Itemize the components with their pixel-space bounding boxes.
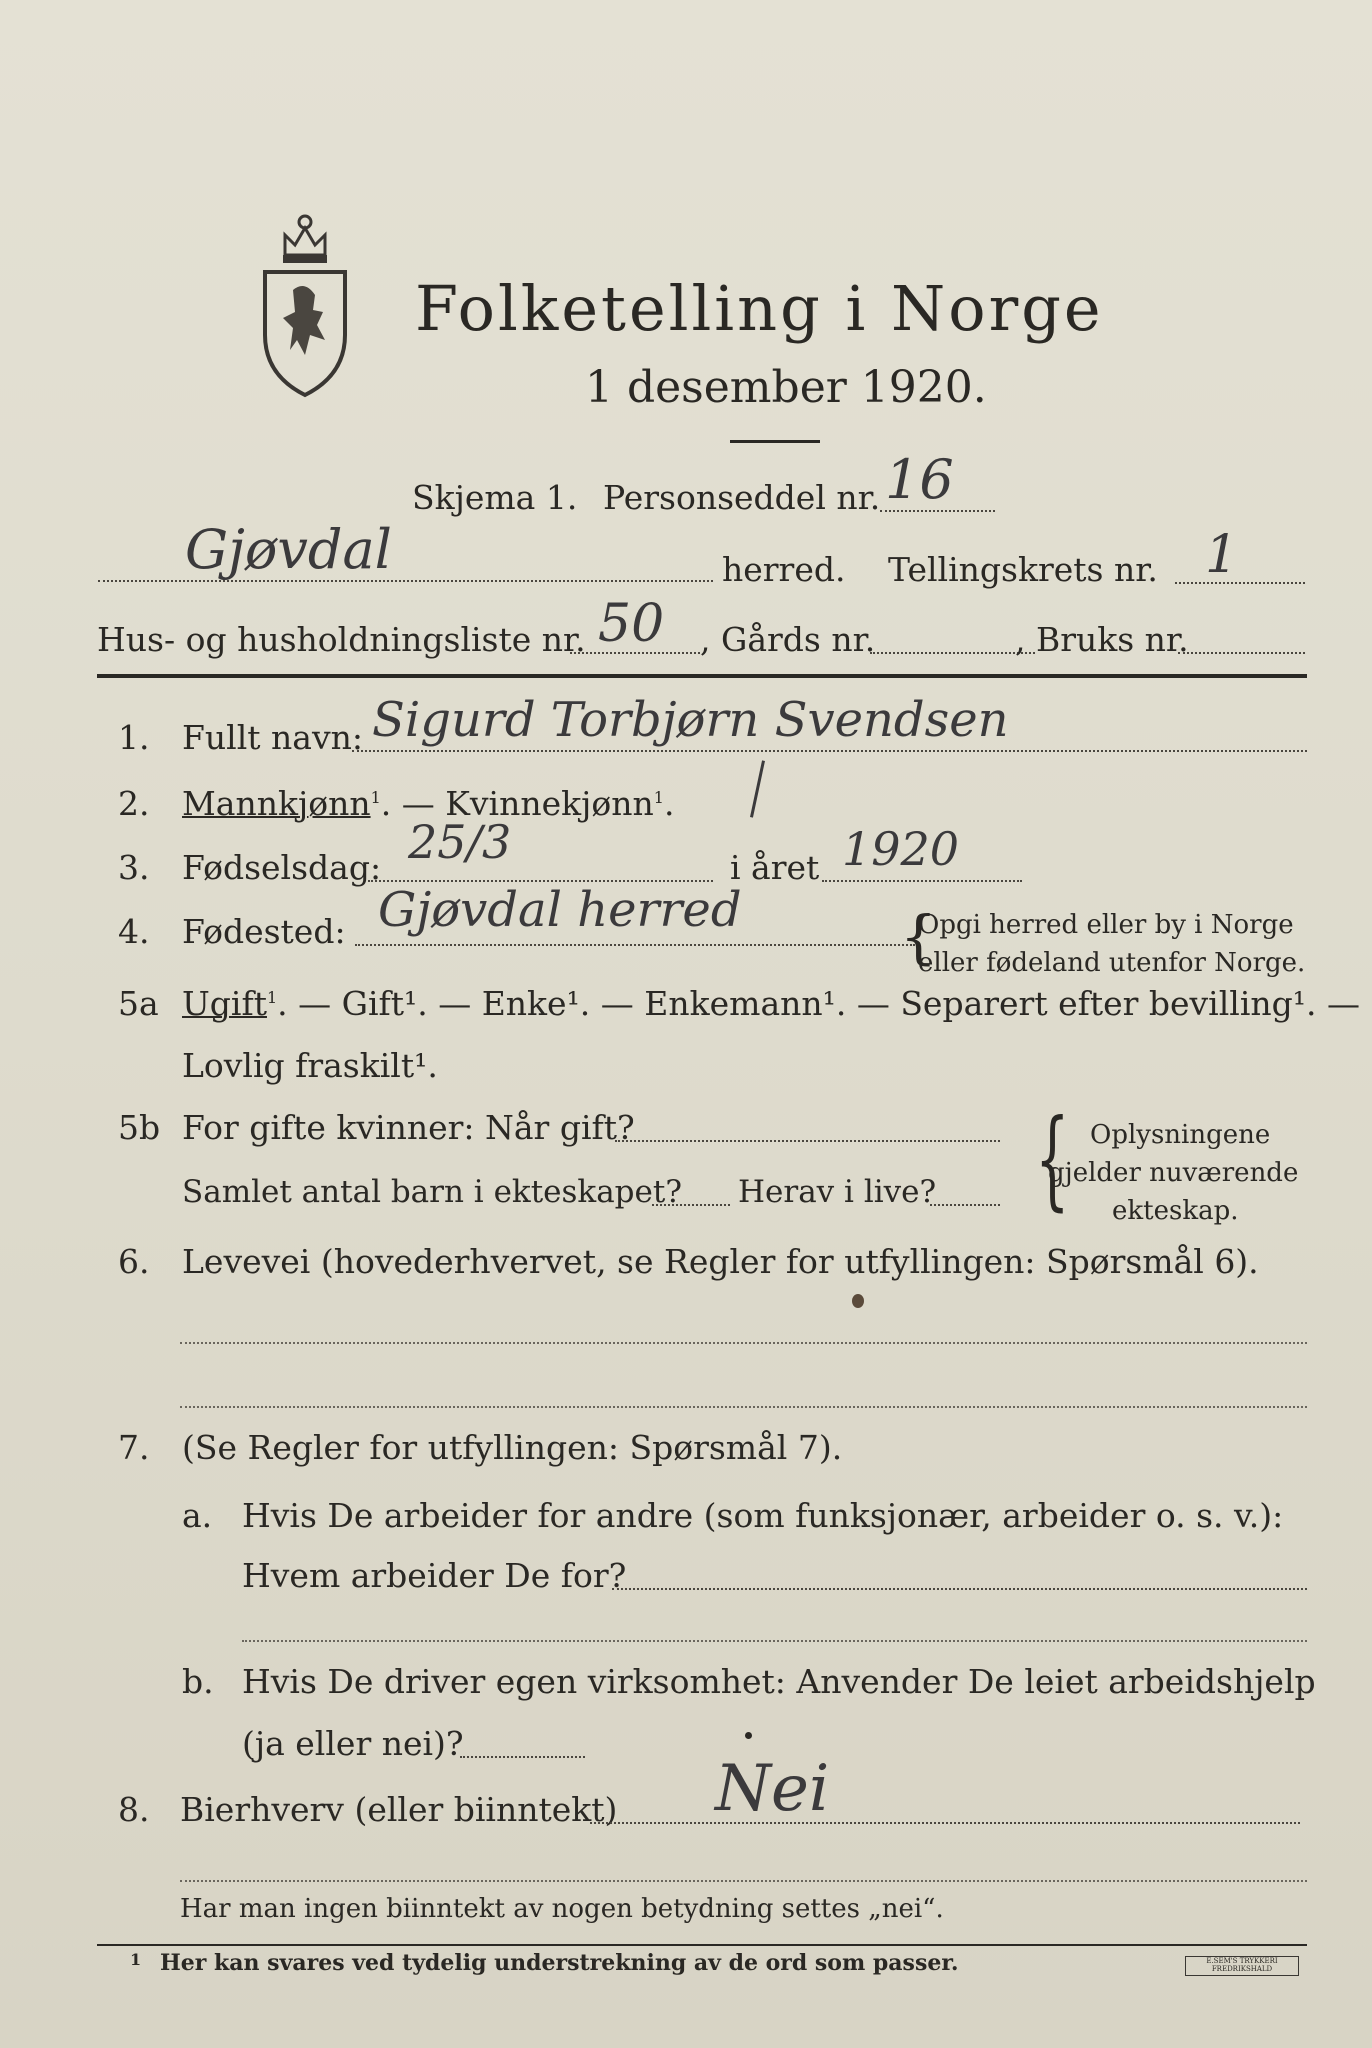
q4-label: Fødested: [182,912,346,951]
q3-number: 3. [118,848,150,887]
q7a-line-1: Hvis De arbeider for andre (som funksjonær, arbeider o. s. v.): [242,1496,1284,1535]
q4-note-line-1: Opgi herred eller by i Norge [918,910,1294,940]
footnote-mark: 1 [130,1950,142,1969]
personseddel-value: 16 [885,448,954,511]
footnote-text: Her kan svares ved tydelig understrekning av de ord som passer. [160,1950,959,1976]
q1-line [352,750,1307,752]
q5b-brace: { [1035,1097,1070,1222]
q4-line [355,944,915,946]
q4-value: Gjøvdal herred [378,882,742,938]
hus-label: Hus- og husholdningsliste nr. [97,620,586,659]
q7a-line-2: Hvem arbeider De for? [242,1556,627,1595]
q8-number: 8. [118,1790,150,1829]
personseddel-label: Personseddel nr. [603,478,881,517]
bruks-line [1178,652,1305,654]
q2-handwritten-stroke [750,760,765,817]
gards-label: , Gårds nr. [700,620,876,659]
q8-answer-line [180,1880,1307,1882]
tellingskrets-line [1175,582,1305,584]
q7b-line [460,1756,585,1758]
herred-value: Gjøvdal [185,518,392,581]
q6-number: 6. [118,1242,150,1281]
q1-number: 1. [118,718,150,757]
q7b-line-2: (ja eller nei)? [242,1724,464,1763]
q5b-note-line-2: gjelder nuværende [1048,1158,1299,1188]
q5a-footnote-mark: 1 [266,988,278,1007]
norwegian-coat-of-arms-icon [255,200,355,400]
q5b-line-1: For gifte kvinner: Når gift? [182,1108,635,1147]
q5b-children-line [652,1204,730,1206]
q5b-alive-line [930,1204,1000,1206]
q4-number: 4. [118,912,150,951]
tellingskrets-value: 1 [1205,525,1239,585]
q5b-note-line-1: Oplysningene [1090,1120,1271,1150]
q7a-line [612,1588,1307,1590]
tellingskrets-label: Tellingskrets nr. [888,550,1158,589]
q2-number: 2. [118,784,150,823]
q2-footnote-mark-1: 1 [370,788,381,807]
q2-end: . [663,784,675,823]
q5b-married-line [615,1140,1000,1142]
q8-value: Nei [715,1752,830,1826]
q2-separator: . — [380,784,446,823]
q7b-line-1: Hvis De driver egen virksomhet: Anvender De leiet arbeidshjelp [242,1662,1316,1701]
q7-number: 7. [118,1428,150,1467]
biinntekt-note: Har man ingen biinntekt av nogen betydning settes „nei“. [180,1894,944,1924]
q5b-line-2b: Herav i live? [738,1174,937,1210]
q5a-options [182,984,1360,1023]
q3-year-label: i året [730,848,820,887]
herred-line [98,580,713,582]
q7a-answer-line [242,1640,1307,1642]
printer-mark: E.SEM'S TRYKKERI FREDRIKSHALD [1185,1956,1299,1976]
q6-answer-line-2 [180,1406,1307,1408]
gards-line [870,652,1035,654]
q6-answer-line-1 [180,1342,1307,1344]
q5a-rest: . — Gift¹. — Enke¹. — Enkemann¹. — Separert efter bevilling¹. — [277,984,1360,1023]
q7-label: (Se Regler for utfyllingen: Spørsmål 7). [182,1428,843,1467]
q5b-note-line-3: ekteskap. [1112,1196,1239,1226]
footer-divider [97,1944,1307,1946]
schema-label: Skjema 1. [412,478,578,517]
q5b-number: 5b [118,1108,161,1147]
q3-year-value: 1920 [842,822,960,876]
herred-label: herred. [722,550,846,589]
q2-footnote-mark-2: 1 [653,788,664,807]
q3-value: 25/3 [408,815,512,869]
hus-value: 50 [598,594,665,654]
title-divider [730,440,820,443]
form-title: Folketelling i Norge [415,272,1104,345]
q5b-line-2a: Samlet antal barn i ekteskapet? [182,1174,682,1210]
q3-year-line [822,880,1022,882]
q7b-ink-dot [745,1732,752,1739]
bruks-label: , Bruks nr. [1015,620,1189,659]
q4-brace: { [900,903,937,971]
q6-label: Levevei (hovederhvervet, se Regler for utfyllingen: Spørsmål 6). [182,1242,1259,1281]
q8-label: Bierhverv (eller biinntekt) [180,1790,618,1829]
census-date: 1 desember 1920. [585,362,987,413]
q6-ink-spot [852,1294,864,1308]
q1-value: Sigurd Torbjørn Svendsen [372,692,1009,748]
q8-line [590,1822,1300,1824]
q5a-line-2: Lovlig fraskilt¹. [182,1046,438,1085]
q1-label: Fullt navn: [182,718,363,757]
q7a-letter: a. [182,1496,213,1535]
q2-kvinnekjonn: Kvinnekjønn [445,784,654,823]
q5a-ugift: Ugift [182,984,267,1023]
q4-note-line-2: eller fødeland utenfor Norge. [918,948,1306,978]
q7b-letter: b. [182,1662,214,1701]
q5a-number: 5a [118,984,159,1023]
header-divider [97,674,1307,678]
q2-mannkjonn: Mannkjønn [182,784,371,823]
q3-label: Fødselsdag: [182,848,382,887]
